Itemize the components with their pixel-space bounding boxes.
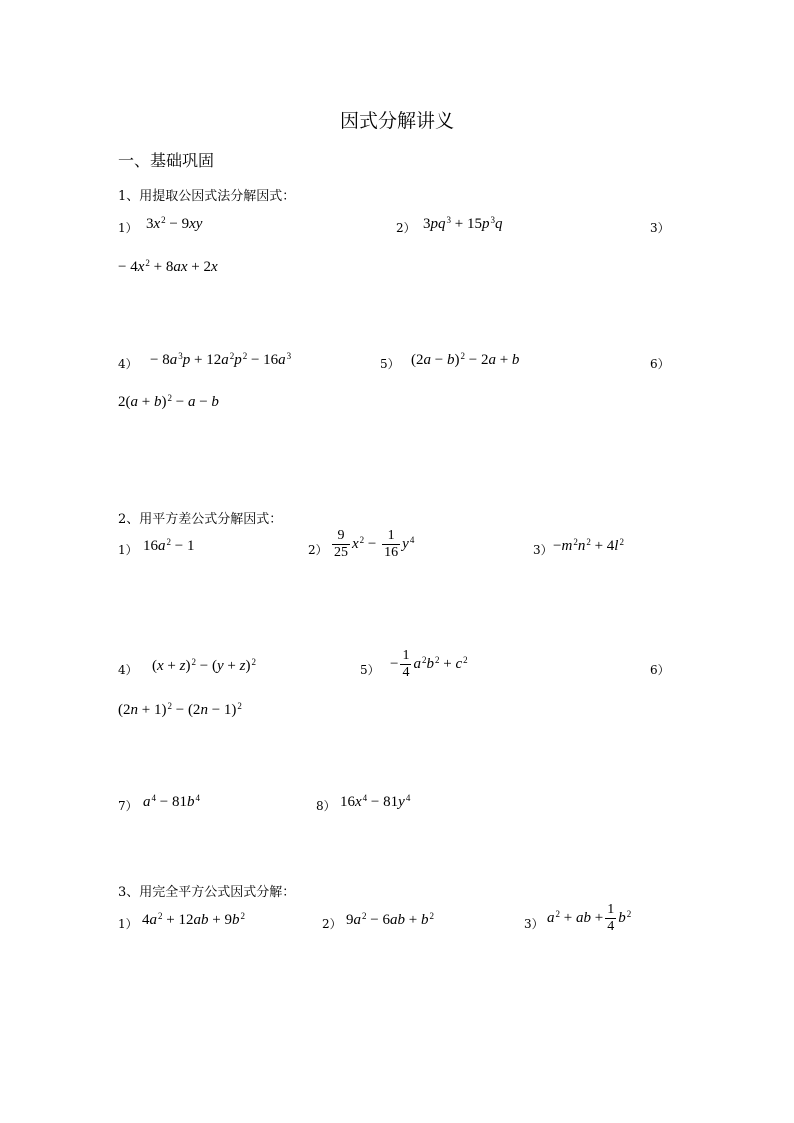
problem-expression: $(2a - b)^2 - 2a + b$ bbox=[411, 350, 520, 368]
fraction: $\frac{9}{25}$ bbox=[334, 528, 348, 560]
problem-label: 4） bbox=[118, 663, 138, 677]
problem-expression: $3x^2 - 9xy$ bbox=[146, 214, 203, 232]
problem-label: 2） bbox=[308, 543, 328, 557]
problem-label: 1） bbox=[118, 221, 138, 235]
problem-expression: $\frac{9}{25}$ $x^2$ − $\frac{1}{16}$ $y^4$ bbox=[334, 528, 415, 560]
problem-label: 3） bbox=[650, 221, 670, 235]
problem-label: 1） bbox=[118, 543, 138, 557]
fraction: $\frac{1}{16}$ bbox=[384, 528, 399, 560]
problem-label: 3） bbox=[533, 543, 553, 557]
problem-expression: $2(a + b)^2 - a - b$ bbox=[118, 392, 219, 410]
problem-label: 6） bbox=[650, 357, 670, 371]
problem-label: 7） bbox=[118, 799, 138, 813]
problem-label: 2） bbox=[396, 221, 416, 235]
problem-expression: $9a^2 - 6ab + b^2$ bbox=[346, 910, 434, 928]
section-2-label: 2、用平方差公式分解因式： bbox=[118, 512, 283, 527]
problem-expression: − $4x^2 + 8ax + 2x$ bbox=[118, 257, 218, 275]
problem-label: 6） bbox=[650, 663, 670, 677]
problem-label: 1） bbox=[118, 917, 138, 931]
section-3-label: 3、用完全平方公式因式分解： bbox=[118, 885, 296, 900]
problem-expression: $3pq^3 + 15p^3q$ bbox=[423, 214, 503, 232]
problem-expression: − $\frac{1}{4}$ $a^2b^2 + c^2$ bbox=[390, 648, 468, 680]
fraction: $\frac{1}{4}$ bbox=[607, 902, 615, 934]
problem-expression: $(2n + 1)^2 - (2n - 1)^2$ bbox=[118, 700, 242, 718]
problem-label: 5） bbox=[380, 357, 400, 371]
problem-label: 2） bbox=[322, 917, 342, 931]
problem-label: 3） bbox=[524, 917, 544, 931]
section-heading: 一、基础巩固 bbox=[118, 151, 215, 170]
page-title: 因式分解讲义 bbox=[339, 110, 454, 132]
problem-expression: $16x^4 - 81y^4$ bbox=[340, 792, 411, 810]
section-1-label: 1、用提取公因式法分解因式： bbox=[118, 189, 296, 204]
problem-expression: $(x + z)^2 - (y + z)^2$ bbox=[152, 656, 256, 674]
problem-label: 5） bbox=[360, 663, 380, 677]
problem-expression: $-m^2n^2 + 4l^2$ bbox=[553, 536, 624, 554]
problem-label: 4） bbox=[118, 357, 138, 371]
problem-label: 8） bbox=[316, 799, 336, 813]
problem-expression: $4a^2 + 12ab + 9b^2$ bbox=[142, 910, 245, 928]
problem-expression: − $8a^3p + 12a^2p^2 - 16a^3$ bbox=[150, 350, 292, 368]
problem-expression: $16a^2 - 1$ bbox=[143, 536, 195, 554]
problem-expression: $a^4 - 81b^4$ bbox=[143, 792, 200, 810]
problem-expression: $a^2$ + ab + $\frac{1}{4}$ $b^2$ bbox=[547, 902, 632, 934]
fraction: $\frac{1}{4}$ bbox=[402, 648, 410, 680]
